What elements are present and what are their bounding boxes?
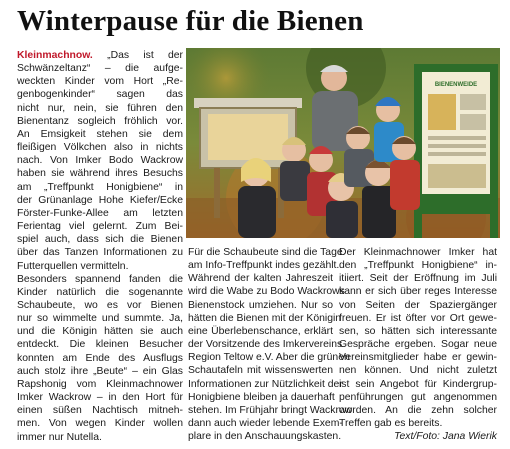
text-line-content: Vereinsmitglieder habe er gewin- (339, 352, 497, 364)
text-line (188, 325, 333, 338)
text-line-content: dann auch wieder lebende Exem- (188, 418, 343, 430)
text-line-content: Region Teltow e.V. Aber die grünen (188, 352, 350, 364)
text-line-content: worden. An die zehn solcher (339, 404, 497, 416)
text-line (188, 378, 343, 391)
text-line (188, 259, 340, 272)
text-line-content: Rapshonig vom Kleinmachnower (17, 378, 183, 390)
text-line-content: kann er sich über reges Interesse (339, 286, 497, 298)
text-line-content: Besonders spannend fanden die (17, 273, 183, 285)
text-line-content: sen, so hätten sich interessante (339, 325, 497, 337)
text-line (17, 233, 183, 246)
text-line (17, 141, 183, 154)
text-line-content: penführungen gut angenommen (339, 391, 497, 403)
text-line-content: weckten Kinder vom Hort „Re- (17, 76, 183, 88)
text-line (339, 259, 497, 272)
text-line-content: Gespräche ergeben. Sogar neue (339, 339, 497, 351)
text-line (17, 167, 183, 180)
text-line (17, 391, 183, 404)
text-line (17, 181, 183, 194)
text-line-content: Kinder natürlich die sogenannte (17, 286, 183, 298)
text-line-content: Schaubeute, wo es vor Bienen (17, 299, 183, 311)
text-line (17, 338, 183, 351)
text-line (188, 430, 342, 443)
text-line (339, 364, 497, 377)
text-line-content: stehen. Im Frühjahr bringt Wackrow (188, 404, 353, 416)
text-line-content: An Emsigkeit stehen sie dem (17, 128, 183, 140)
text-line (17, 286, 183, 299)
text-line (17, 431, 183, 444)
text-line (17, 260, 183, 273)
text-line (17, 246, 183, 259)
text-line (188, 299, 333, 312)
text-line-content: der Vorsitzende des Imkervereins (188, 339, 343, 351)
text-line (17, 88, 183, 101)
text-line-content: Schwänzeltanz“ – die aufge- (17, 63, 183, 75)
text-line (188, 391, 333, 404)
article-column-2 (188, 246, 353, 443)
text-line (188, 338, 343, 351)
text-line (188, 351, 350, 364)
text-line-content: Für die Schaubeute sind die Tage (188, 247, 343, 258)
text-line-content: der Grünanlage Hohe Kiefer/Ecke (17, 194, 183, 206)
text-line-content: auch stolz ihre „Beute“ – ein Glas (17, 365, 183, 377)
text-line-content: spiel auch, dass sich die Bienen (17, 234, 183, 246)
text-line-content: itiiert. Seit der Eröffnung im Juli (339, 273, 497, 285)
text-line-content: nen können. Und nicht zuletzt (339, 365, 497, 377)
text-line-content: den „Treffpunkt Honigbiene“ in- (339, 260, 497, 272)
text-line-content: Treffen gab es bereits. (339, 418, 443, 430)
text-line (17, 154, 183, 167)
dateline: Kleinmachnow. (17, 50, 93, 61)
text-line (17, 194, 183, 207)
text-line (339, 325, 497, 338)
headline: Winterpause für die Bienen (17, 5, 364, 37)
text-line (17, 299, 183, 312)
article-column-1 (17, 49, 183, 444)
text-line (339, 404, 497, 417)
text-line-content: am „Treffpunkt Honigbiene“ in (17, 181, 183, 193)
text-line-content: hätten die Bienen mit der Königin (188, 312, 342, 324)
text-line-content: entdeckt. Die kleinen Besucher (17, 339, 183, 351)
text-line-content: Bienenstock umziehen. Nur so (188, 299, 333, 311)
text-line (188, 312, 342, 325)
text-line-content: „Das ist der (107, 50, 184, 61)
text-line (339, 285, 497, 298)
text-line (17, 75, 183, 88)
text-line-content: nicht nur, nein, sie führen den (17, 102, 183, 114)
text-line-content: genbogenkinder“ sagen das (17, 89, 183, 101)
text-line-content: Schautafeln mit wissenswerten (188, 365, 333, 377)
text-line-content: Honigbiene bleiben ja dauerhaft (188, 391, 335, 403)
text-line-content: Förster-Funke-Allee am letzten (17, 207, 183, 219)
photo-illustration (186, 48, 500, 238)
text-line (339, 391, 497, 404)
text-line-content: Futterquellen vermitteln. (17, 260, 129, 272)
text-line (17, 115, 183, 128)
text-line-content: nur so wimmelte und summte. Ja, (17, 313, 183, 325)
text-line (339, 299, 497, 312)
text-line-content: plare in den Anschauungskasten. (188, 431, 342, 443)
text-line (17, 352, 183, 365)
text-line-content: Bienentanz sogleich fröhlich vor. (17, 115, 183, 127)
text-line (188, 404, 353, 417)
text-line-content: Imker Wackrow – in den Hort für (17, 392, 183, 404)
text-line-content: wird die Wabe zu Bodo Wackrows (188, 286, 345, 298)
text-line-content: haben sie während ihres Besuchs (17, 168, 183, 180)
text-line (339, 338, 497, 351)
text-line (17, 273, 183, 286)
text-line (188, 364, 333, 377)
text-line (17, 312, 183, 325)
text-line-content: konnten am Ende des Ausflugs (17, 352, 183, 364)
text-line (339, 351, 497, 364)
text-line-content: von Seiten der Spaziergänger (339, 299, 497, 311)
text-line (339, 246, 497, 259)
text-line (339, 378, 497, 391)
article-column-3 (339, 246, 497, 430)
text-line (17, 417, 183, 430)
text-line (188, 417, 343, 430)
text-line (188, 272, 333, 285)
text-line-content: men. Von wegen Kinder wollen (17, 418, 183, 430)
text-line-content: Während der kalten Jahreszeit (188, 273, 333, 285)
text-line-content: Informationen zur Nützlichkeit der (188, 378, 343, 390)
text-line-content: immer nur Nutella. (17, 431, 102, 443)
text-line (188, 246, 343, 259)
text-line (17, 404, 183, 417)
text-line-content: über das Tanzen Informationen zu (17, 247, 183, 259)
text-line-content: am Info-Treffpunkt indes gezählt. (188, 260, 340, 272)
text-line (188, 285, 345, 298)
text-line (17, 128, 183, 141)
text-line-content: ist sein Angebot für Kindergrup- (339, 378, 497, 390)
text-line (339, 312, 497, 325)
text-line-content: einen süßen Nachtisch mitneh- (17, 405, 183, 417)
text-line (17, 102, 183, 115)
text-line-content: und die Königin hätten sie auch (17, 326, 183, 338)
svg-text:BIENENWEIDE: BIENENWEIDE (434, 82, 478, 88)
text-line (17, 62, 183, 75)
text-line (17, 325, 183, 338)
text-line (339, 417, 497, 430)
text-line-content: Der Kleinmachnower Imker hat (339, 247, 497, 258)
text-line (17, 49, 183, 62)
text-line (17, 207, 183, 220)
text-line (17, 365, 183, 378)
photo-credit: Text/Foto: Jana Wierik (394, 431, 497, 442)
text-line (17, 220, 183, 233)
info-board (414, 64, 498, 238)
text-line-content: nach. Von Imker Bodo Wackrow (17, 155, 183, 167)
text-line-content: fleißigen Völkchen also in nichts (17, 142, 183, 154)
article-photo (186, 48, 500, 238)
text-line-content: Ferientag viel gelernt. Zum Bei- (17, 221, 183, 233)
text-line-content: freuen. Er ist öfter vor Ort gewe- (339, 312, 497, 324)
text-line-content: eine Überlebenschance, erklärt (188, 325, 333, 337)
text-line (339, 272, 497, 285)
text-line (17, 378, 183, 391)
